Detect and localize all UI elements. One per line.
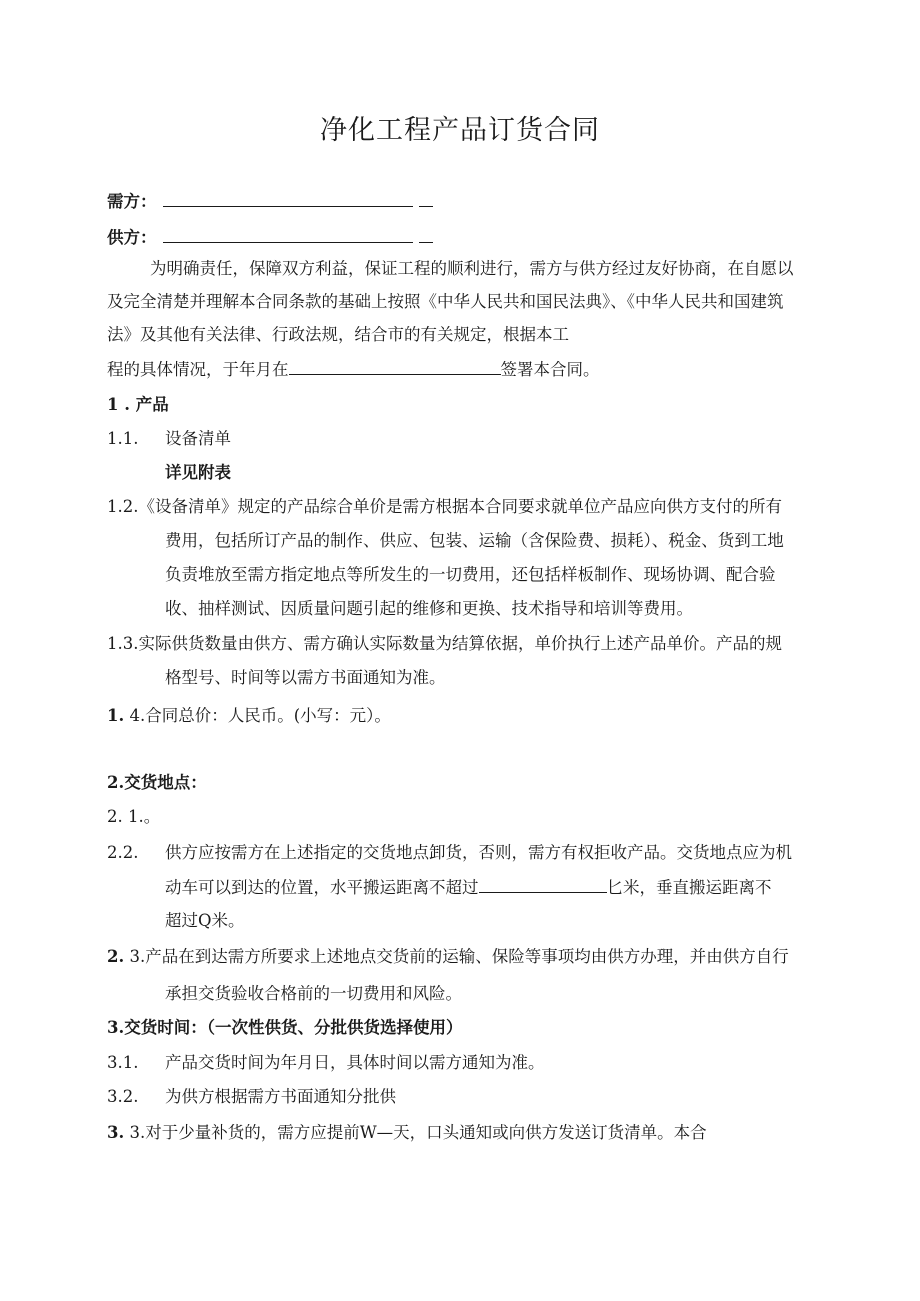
intro-line-1: 为明确责任，保障双方利益，保证工程的顺利进行，需方与供方经过友好协商，在自愿以 — [150, 259, 794, 278]
item-3-2-text: 为供方根据需方书面通知分批供 — [165, 1087, 396, 1106]
item-2-2-line-2-before: 动车可以到达的位置，水平搬运距离不超过 — [165, 878, 479, 897]
item-2-2-line-2-after: 匕米，垂直搬运距离不 — [606, 878, 772, 897]
item-1-3-line-1: 1.3.实际供货数量由供方、需方确认实际数量为结算依据，单价执行上述产品单价。产品的规 — [107, 634, 782, 653]
intro-line-2: 及完全清楚并理解本合同条款的基础上按照《中华人民共和国民法典》、《中华人民共和国建筑 — [107, 292, 784, 311]
item-1-3-line-2: 格型号、时间等以需方书面通知为准。 — [165, 668, 446, 687]
buyer-blank — [163, 190, 413, 207]
intro-line-3: 法》及其他有关法律、行政法规，结合市的有关规定，根据本工 — [107, 325, 569, 344]
item-1-4 — [107, 705, 391, 727]
item-3-1-num: 3.1. — [107, 1053, 139, 1072]
intro-line-4-before: 程的具体情况，于年月在 — [107, 360, 289, 379]
item-1-4-num: 1. — [107, 706, 125, 725]
buyer-label: 需方： — [107, 192, 157, 211]
item-1-4-text: 4.合同总价：人民币。(小写：元）。 — [129, 706, 391, 725]
section-1-heading: 1 . 产品 — [107, 395, 169, 414]
item-3-3-text: 3.对于少量补货的，需方应提前W—天，口头通知或向供方发送订货清单。本合 — [129, 1123, 707, 1142]
item-3-2-num: 3.2. — [107, 1087, 139, 1106]
item-2-3-line-2: 承担交货验收合格前的一切费用和风险。 — [165, 984, 462, 1003]
item-2-3-line-1: 3.产品在到达需方所要求上述地点交货前的运输、保险等事项均由供方办理，并由供方自行 — [129, 947, 789, 966]
intro-line-4 — [107, 358, 600, 381]
item-1-2-line-2: 费用，包括所订产品的制作、供应、包装、运输（含保险费、损耗）、税金、货到工地 — [165, 531, 784, 550]
item-2-2-line-2 — [165, 876, 772, 899]
item-2-2-num: 2.2. — [107, 843, 139, 862]
item-1-1-num: 1.1. — [107, 429, 139, 448]
document-title: 净化工程产品订货合同 — [320, 115, 600, 146]
item-3-3-num: 3. — [107, 1123, 125, 1142]
section-2-heading: 2.交货地点： — [107, 773, 207, 792]
item-3-1-text: 产品交货时间为年月日，具体时间以需方通知为准。 — [165, 1053, 545, 1072]
item-1-2-line-3: 负责堆放至需方指定地点等所发生的一切费用，还包括样板制作、现场协调、配合验 — [165, 565, 776, 584]
supplier-blank — [163, 226, 413, 243]
item-2-2-line-1: 供方应按需方在上述指定的交货地点卸货，否则，需方有权拒收产品。交货地点应为机 — [165, 843, 792, 862]
item-1-2-line-1: 1.2.《设备清单》规定的产品综合单价是需方根据本合同要求就单位产品应向供方支付的所有 — [107, 497, 782, 516]
item-2-3-num: 2. — [107, 947, 125, 966]
item-1-1-sub: 详见附表 — [165, 463, 231, 482]
supplier-row — [107, 226, 433, 249]
item-2-1: 2. 1.。 — [107, 807, 161, 826]
item-1-1-text: 设备清单 — [165, 429, 231, 448]
item-2-3-line-1-row — [107, 946, 789, 968]
horizontal-distance-blank — [479, 876, 607, 893]
section-3-heading: 3.交货时间：（一次性供货、分批供货选择使用） — [107, 1018, 463, 1037]
item-1-2-line-4: 收、抽样测试、因质量问题引起的维修和更换、技术指导和培训等费用。 — [165, 599, 693, 618]
supplier-blank-tail — [419, 226, 433, 243]
buyer-row — [107, 190, 433, 213]
sign-place-blank — [289, 358, 501, 375]
intro-line-4-after: 签署本合同。 — [500, 360, 600, 379]
supplier-label: 供方： — [107, 228, 157, 247]
item-2-2-line-3: 超过Q米。 — [165, 911, 245, 930]
item-3-3-row — [107, 1122, 707, 1144]
buyer-blank-tail — [419, 190, 433, 207]
